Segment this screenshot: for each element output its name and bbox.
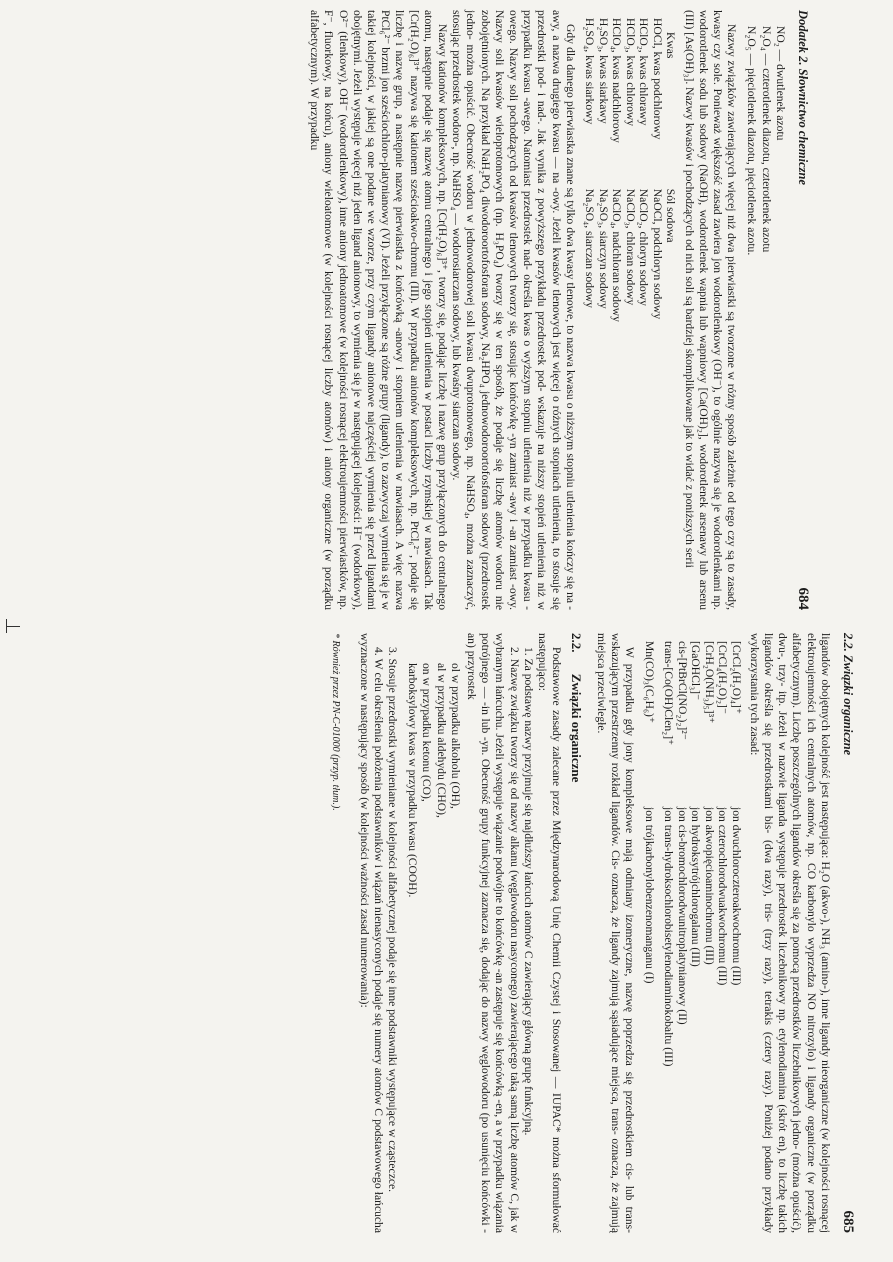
ion-formula: [CrH₂O(NH₃)₅]³⁺: [702, 641, 716, 724]
footnote: * Również przez PN-C-01000 (przyp. tłum.).: [330, 633, 342, 811]
page-header: [841, 633, 855, 1233]
list-item: NO₂ — dwutlenek azotu: [773, 26, 787, 141]
table-row: [596, 18, 610, 328]
rule-2: 2. Nazwę związku tworzy się od nazwy alkanu (węglowodoru nasyconego) zawierającego taką samą liczbę atomów C, jak w wybranym łańcuchu. Jeżeli występuje wiązanie podwójne to końcówkę -an zastępuje się końcówką -en, a w przypadku wiązania potrójnego — -in lub -yn. Obecność grupy funkcyjnej zaznacza się, dodając do nazwy węglowodoru (po usunięciu końcówki -an) przyrostek: [465, 633, 521, 1233]
list-item: N₂O₅ — pięciotlenek diazotu, pięciotlenek azotu.: [745, 26, 759, 256]
list-item: N₂O₄ — czterotlenek diazotu, czterotlenek azotu: [759, 26, 773, 253]
ion-formula: trans-[Co(OH)Clen₂]⁺: [662, 641, 676, 746]
list-item: on w przypadku ketonu (CO),: [420, 663, 434, 802]
table-row: [610, 18, 624, 328]
ion-formula: Mn(CO)₃(C₆H₆)⁺: [642, 641, 656, 724]
table-cell: Na₂SO₃, siarczyn sodowy: [596, 188, 610, 309]
running-head: 2.2. Związki organiczne: [841, 633, 855, 756]
table-row: [716, 641, 730, 1073]
rule-1: 1. Za podstawę nazwy przyjmuje się najdłuższy łańcuch atomów C zawierający główną grupę funkcyjną.: [521, 647, 535, 1136]
section-heading: [569, 633, 583, 1233]
paragraph: Gdy dla danego pierwiastka znane są tylko dwa kwasy tlenowe, to nazwa kwasu o niższym stopniu utlenienia kończy się na -awy, a nazwa drugiego kwasu — na -owy. Jeżeli kwasów tlenowych jest więcej o różnych stopniach utlenienia, to stosuje się przedrostki pod- i nad-. Jak wynika z powyższego przykładu przedrostek pod- wskazuje na niższy stopień utlenienia niż w przypadku kwasu -awego. Natomiast przedrostek nad- określa kwas o wyższym stopniu utlenienia niż w przypadku kwasu -owego. Nazwy soli pochodzących od kwasów tlenowych tworzy się, stosując końcówkę -yn zamiast -awy i -an zamiast -owy. Nazwy soli kwasów wieloprotonowych (np. H₃PO₄) tworzy się w ten sposób, że podaje się liczbę atomów wodoru nie zobojętnionych. Na przykład NaH₂PO₄ diwodoroortofosforan sodowy, Na₂HPO₄ jednowodoroortofosforan sodowy (przedrostek jedno- można opuścić. Obecność wodoru w jednowodorowej soli kwasu dwuprotonowego, np. NaHSO₄, można zaznaczyć, stosując przedrostek wodoro-, np. NaHSO₄ — wodorosiarczan sodowy, lub kwaśny siarczan sodowy.: [450, 10, 577, 610]
center-fold-mark: [6, 626, 20, 627]
section-title: Związki organiczne: [569, 673, 585, 783]
rule-3: 3. Stosuje przedrostki wymieniane w kolejności alfabetycznej podaje się inne podstawniki występujące w cząsteczce.: [386, 647, 400, 1193]
table-header-salt: Sól sodowa: [664, 188, 678, 243]
table-row: [642, 641, 662, 1073]
table-cell: NaOCl, podchloryn sodowy: [650, 188, 664, 320]
table-row: [702, 641, 716, 1073]
page-number: 684: [795, 587, 811, 610]
ion-formula: [CrCl₂(H₂O)₄]⁺: [729, 641, 743, 714]
table-cell: NaClO₂, chloryn sodowy: [637, 188, 651, 306]
list-item: karboksylowy kwas w przypadku kwasu (COOH).: [406, 663, 420, 898]
ion-name: jon akwopięcioaminochromu (III): [702, 807, 716, 965]
center-fold-mark-vertical: [6, 619, 7, 633]
table-cell: HClO₄, kwas nadchlorowy: [610, 18, 624, 143]
suffix-list: [405, 663, 462, 1233]
table-cell: H₂SO₄, kwas siarkowy: [583, 18, 597, 125]
paragraph: Nazwy związków zawierających więcej niż dwa pierwiastki są tworzone w różny sposób zależnie od tego czy są to zasady, kwasy czy sole. Ponieważ większość zasad zawiera jon wodorotlenkowy (OH⁻), to ogólnie nazywa się je wodorotlenkami np. wodorotlenek sodu lub sodowy (NaOH), wodorotlenek wapnia lub wapniowy [Ca(OH)₂], wodorotlenek arsenawy lub arsenu (III) [As(OH)₃]. Nazwy kwasów i pochodzących od nich soli są bardziej skomplikowane jak to widać z poniższych serii: [682, 10, 739, 610]
table-row: [689, 641, 703, 1073]
ion-name: jon hydroksytrójchlorogalanu (III): [689, 807, 703, 967]
paragraph: Podstawowe zasady zalecane przez Międzynarodową Unię Chemii Czystej i Stosowanej — IUPAC* można sformułować następująco:: [536, 633, 564, 1233]
ion-name: jon czterochlorodwuakwochromu (III): [716, 807, 730, 986]
page-684: [307, 10, 810, 610]
running-head: Dodatek 2. Słownictwo chemiczne: [796, 10, 810, 185]
oxide-list: [744, 26, 787, 610]
table-cell: HOCl, kwas podchlorowy: [650, 18, 664, 140]
paragraph: ligandów obojętnych kolejność jest następująca: H₂O (akwo-), NH₃ (amino-), inne ligandy nieorganiczne (w kolejności rosnącej elektroujemności ich centralnych atomów, np. CO karbonylo wyprzedza NO nitrozylo) i ligandy organiczne (w porządku alfabetycznym). Liczbę poszczególnych ligandów określa się za pomocą przedrostków liczebnikowych jedno- (można opuścić), dwu-, trzy- itp. Jeżeli w nazwie liganda występuje przedrostek liczebnikowy np. etylenodiamina (skrót en), to liczbę takich ligandów określa się przedrostkami bis- (dwa razy), tris- (trzy razy), tetrakis (cztery razy). Poniżej podano przykłady wykorzystania tych zasad:: [747, 633, 832, 1233]
table-row: [675, 641, 689, 1073]
ion-name: jon trans-hydroksochlorobisetylenodiaminokobaltu (III): [662, 807, 676, 1067]
list-item: ol w przypadku alkoholu (OH),: [448, 663, 462, 809]
table-row: [623, 18, 637, 328]
ion-name: jon trójkarbonylobenzenomanganu (I): [642, 807, 656, 984]
complex-ion-table: [642, 641, 743, 1073]
table-row: [662, 641, 676, 1073]
page-header: [796, 10, 810, 610]
table-cell: Na₂SO₄, siarczan sodowy: [583, 188, 597, 308]
table-row: [583, 18, 597, 328]
table-cell: NaClO₄, nadchloran sodowy: [610, 188, 624, 322]
ion-name: jon dwuchloroczteroakwochromu (III): [729, 807, 743, 986]
table-header-acid: Kwas: [664, 32, 678, 59]
paragraph: Nazwy kationów kompleksowych, np. [Cr(H₂O)₆]³⁺, tworzy się, podając liczbę i nazwę grup przyłączonych do centralnego atomu, następnie podaje się nazwę atomu centralnego i jego stopień utlenienia w postaci liczby rzymskiej w nawiasach. Tak [Cr(H₂O)₆]³⁺ nazywa się kationem sześcioakwo-chromu (III). W przypadku anionów kompleksowych, np. PtCl₆²⁻, podaje się liczbę i nazwę grup, a następnie nazwę pierwiastka z końcówką -anowy i stopniem utlenienia w nawiasach. A więc nazwa PtCl₆²⁻ brzmi jon sześciochloro-platynianowy (VI). Jeżeli przyłączone są różne grupy (ligandy), to zazwyczaj wymienia się je w takiej kolejności, w jakiej są one podane we wzorze, przy czym ligandy anionowe najczęściej wymienia się przed ligandami obojętnymi. Jeżeli występuje więcej niż jeden ligand anionowy, to wymienia się je w następującej kolejności: H⁻ (wodorkowy), O²⁻ (tlenkowy), OH⁻ (wodorotlenkowy), inne aniony jednoatomowe (w kolejności rosnącej elektroujemności pierwiastków, np. F⁻, fluorkowy, na końcu), aniony wieloatomowe (w kolejności rosnącej liczby atomów) i aniony organiczne (w porządku alfabetycznym). W przypadku: [308, 10, 450, 610]
table-row: [729, 641, 743, 1073]
section-number: 2.2.: [569, 633, 585, 653]
page-number: 685: [840, 1210, 856, 1233]
list-item: al w przypadku aldehydu (CHO),: [434, 663, 448, 818]
ion-name: jon cis-bromochlorodwunitroplatynianowy (II): [675, 807, 689, 1025]
ion-formula: [CrCl₄(H₂O)₂]⁻: [716, 641, 730, 714]
table-cell: HClO₂, kwas chlorawy: [637, 18, 651, 126]
page-685: [328, 633, 855, 1233]
table-row: [637, 18, 651, 328]
ion-formula: cis-[PtBrCl(NO₂)₂]²⁻: [675, 641, 689, 740]
table-cell: NaClO₃, chloran sodowy: [623, 188, 637, 306]
table-cell: H₂SO₃, kwas siarkawy: [596, 18, 610, 124]
rule-4: 4. W celu określenia położenia podstawników i wiązań nienasyconych podaje się numery atomów C podstawowego łańcucha wyznaczone w następujący sposób (w kolejności ważności zasad numerowania):: [357, 633, 385, 1233]
acid-salt-table: [583, 18, 678, 328]
table-cell: HClO₃, kwas chlorowy: [623, 18, 637, 127]
paragraph: W przypadku gdy jony kompleksowe mają odmiany izomeryczne, nazwę poprzedza się przedrostkiem cis- lub trans- wskazującym przestrzenny rozkład ligandów. Cis- oznacza, że ligandy zajmują sąsiadujące miejsca, trans- oznacza, że zajmują miejsca przeciwległe.: [594, 633, 637, 1233]
table-row: [650, 18, 664, 328]
ion-formula: [GaOHCl₃]⁻: [689, 641, 703, 701]
